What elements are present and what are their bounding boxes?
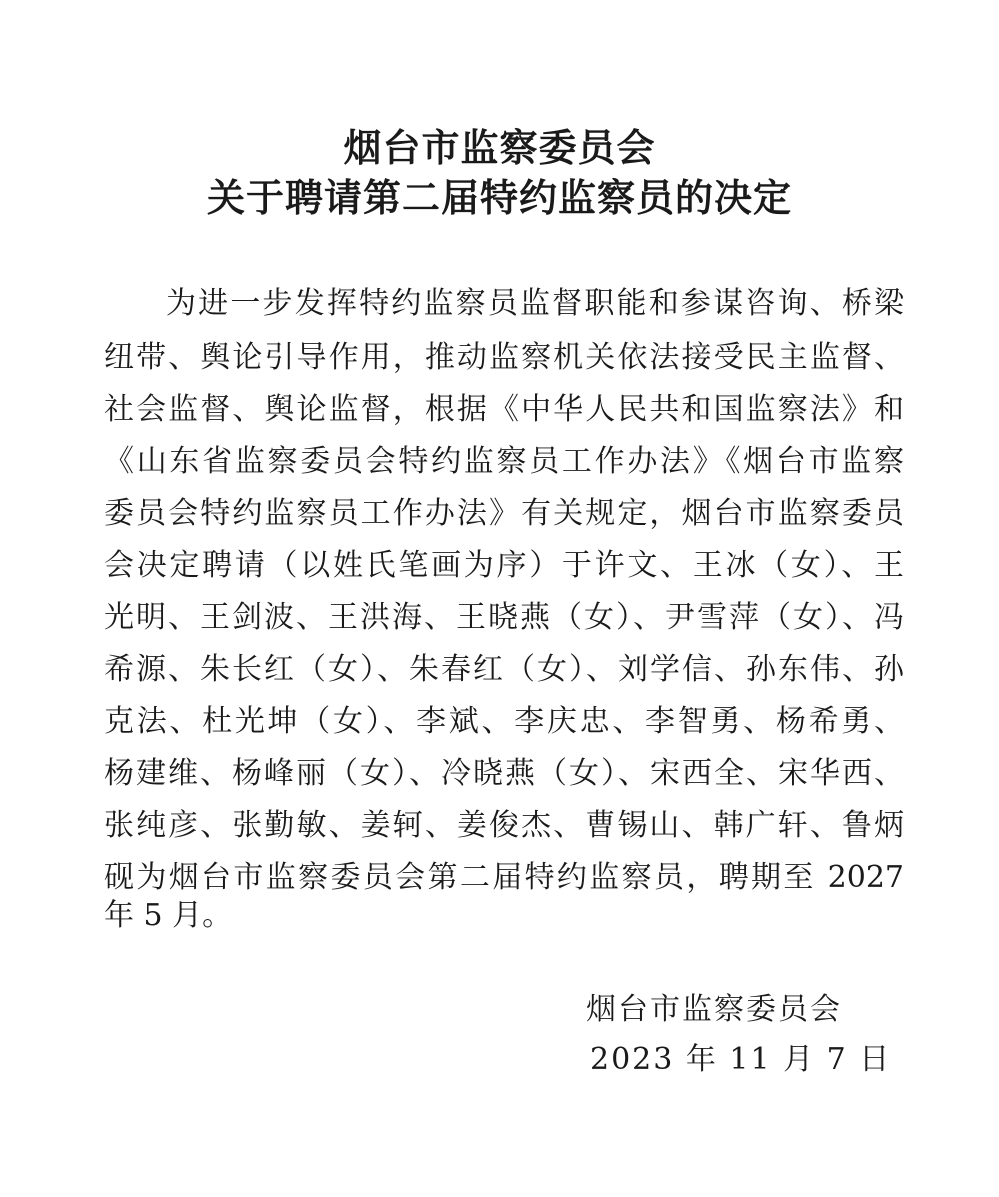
body-line: 社会监督、舆论监督，根据《中华人民共和国监察法》和 (104, 392, 904, 427)
document-title-line-1: 烟台市监察委员会 (343, 125, 656, 170)
document-title-line-2: 关于聘请第二届特约监察员的决定 (206, 175, 792, 220)
body-line: 委员会特约监察员工作办法》有关规定，烟台市监察委员 (104, 496, 904, 531)
body-line: 为进一步发挥特约监察员监督职能和参谋咨询、桥梁 (166, 286, 904, 321)
body-line: 杨建维、杨峰丽（女）、冷晓燕（女）、宋西全、宋华西、 (104, 756, 904, 791)
body-line: 年 5 月。 (104, 898, 233, 933)
body-line: 会决定聘请（以姓氏笔画为序）于许文、王冰（女）、王 (104, 548, 904, 583)
body-line: 砚为烟台市监察委员会第二届特约监察员，聘期至 2027 (104, 860, 904, 895)
body-line: 《山东省监察委员会特约监察员工作办法》《烟台市监察 (104, 444, 904, 479)
signature-date: 2023 年 11 月 7 日 (590, 1042, 892, 1077)
signature-organization: 烟台市监察委员会 (586, 992, 842, 1027)
body-line: 希源、朱长红（女）、朱春红（女）、刘学信、孙东伟、孙 (104, 652, 904, 687)
body-line: 张纯彦、张勤敏、姜轲、姜俊杰、曹锡山、韩广轩、鲁炳 (104, 808, 904, 843)
body-line: 光明、王剑波、王洪海、王晓燕（女）、尹雪萍（女）、冯 (104, 600, 904, 635)
body-line: 克法、杜光坤（女）、李斌、李庆忠、李智勇、杨希勇、 (104, 704, 904, 739)
body-line: 纽带、舆论引导作用，推动监察机关依法接受民主监督、 (104, 340, 904, 375)
